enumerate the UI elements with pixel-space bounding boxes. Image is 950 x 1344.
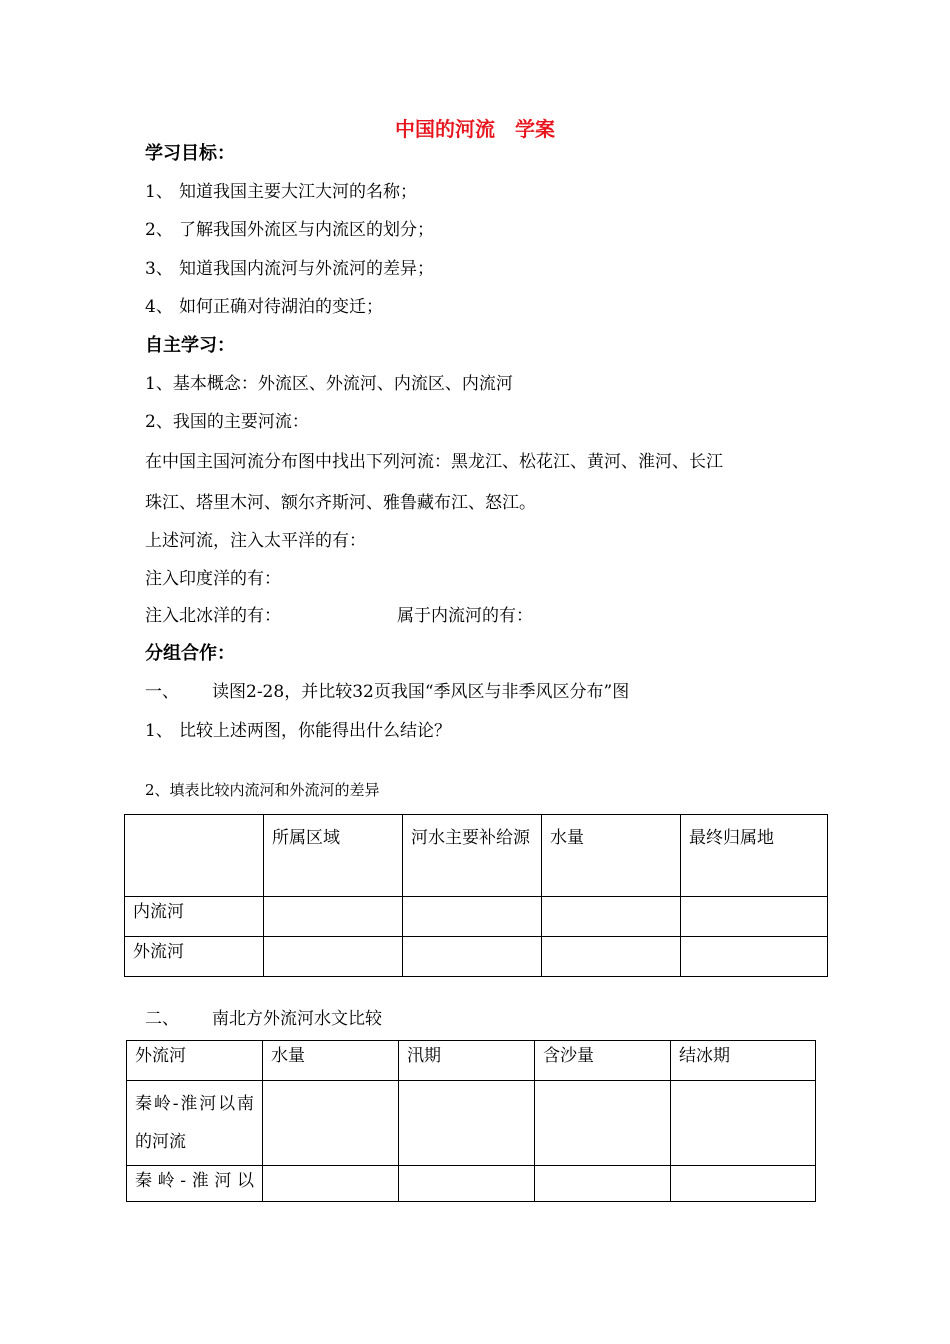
question-2: 2、填表比较内流河和外流河的差异: [145, 781, 380, 799]
goal-number: 2、: [145, 220, 173, 240]
table-cell[interactable]: [671, 1166, 816, 1202]
goal-text: 如何正确对待湖泊的变迁；: [179, 297, 383, 317]
table-cell[interactable]: [399, 1166, 535, 1202]
table-header-cell: [125, 815, 264, 897]
table-header-cell: 所属区域: [264, 815, 403, 897]
hydrology-table: [126, 1040, 816, 1202]
goal-number: 1、: [145, 182, 173, 202]
indian-line: 注入印度洋的有：: [145, 569, 281, 589]
table-header-row: [125, 815, 828, 897]
table-header-cell: 最终归属地: [681, 815, 828, 897]
question-1: [145, 716, 451, 741]
row-label: 秦岭-淮河以南的河流: [127, 1081, 263, 1166]
table-cell[interactable]: [403, 937, 542, 977]
table-cell[interactable]: [264, 897, 403, 937]
goal-number: 4、: [145, 297, 173, 317]
table-cell[interactable]: [535, 1081, 671, 1166]
table-row: [127, 1081, 816, 1166]
goal-item: [145, 177, 417, 202]
goal-number: 3、: [145, 259, 173, 279]
goal-item: [145, 215, 434, 240]
table-header-cell: 河水主要补给源: [403, 815, 542, 897]
table-cell[interactable]: [681, 937, 828, 977]
goal-text: 了解我国外流区与内流区的划分；: [179, 220, 434, 240]
table-row: [127, 1166, 816, 1202]
table-header-cell: 汛期: [399, 1041, 535, 1081]
table-cell[interactable]: [542, 897, 681, 937]
row-label: 秦岭-淮河以: [127, 1166, 263, 1202]
table-cell[interactable]: [263, 1081, 399, 1166]
row-label: 内流河: [125, 897, 264, 937]
table-header-row: [127, 1041, 816, 1081]
part1-text: 读图2-28，并比较32页我国“季风区与非季风区分布”图: [212, 682, 630, 702]
part2-text: 南北方外流河水文比较: [212, 1009, 382, 1029]
table-header-cell: 水量: [263, 1041, 399, 1081]
table-cell[interactable]: [681, 897, 828, 937]
find-rivers-line: 在中国主国河流分布图中找出下列河流：黑龙江、松花江、黄河、淮河、长江: [145, 452, 723, 472]
table-cell[interactable]: [263, 1166, 399, 1202]
table-header-cell: 外流河: [127, 1041, 263, 1081]
goal-text: 知道我国主要大江大河的名称；: [179, 182, 417, 202]
question-text: 比较上述两图，你能得出什么结论？: [179, 721, 451, 741]
table-row: [125, 937, 828, 977]
table-cell[interactable]: [399, 1081, 535, 1166]
arctic-line: 注入北冰洋的有：: [145, 606, 281, 626]
rivers-line: 2、我国的主要河流：: [145, 412, 309, 432]
self-study-heading: 自主学习：: [145, 335, 235, 356]
row-label: 外流河: [125, 937, 264, 977]
table-cell[interactable]: [671, 1081, 816, 1166]
goals-heading: 学习目标：: [145, 143, 235, 164]
pacific-line: 上述河流，注入太平洋的有：: [145, 531, 366, 551]
table-cell[interactable]: [264, 937, 403, 977]
table-row: [125, 897, 828, 937]
table-header-cell: 水量: [542, 815, 681, 897]
part1-number: 一、: [145, 682, 179, 702]
goal-item: [145, 254, 434, 279]
table-header-cell: 结冰期: [671, 1041, 816, 1081]
find-rivers-line-2: 珠江、塔里木河、额尔齐斯河、雅鲁藏布江、怒江。: [145, 493, 536, 513]
question-number: 1、: [145, 721, 173, 741]
page-title: 中国的河流 学案: [395, 117, 555, 141]
concepts-line: 1、基本概念：外流区、外流河、内流区、内流河: [145, 374, 513, 394]
part2-number: 二、: [145, 1009, 179, 1029]
table-cell[interactable]: [403, 897, 542, 937]
goal-item: [145, 292, 383, 317]
inland-line: 属于内流河的有：: [397, 606, 533, 626]
table-cell[interactable]: [535, 1166, 671, 1202]
goal-text: 知道我国内流河与外流河的差异；: [179, 259, 434, 279]
table-header-cell: 含沙量: [535, 1041, 671, 1081]
group-heading: 分组合作：: [145, 643, 235, 664]
compare-table: [124, 814, 828, 977]
table-cell[interactable]: [542, 937, 681, 977]
